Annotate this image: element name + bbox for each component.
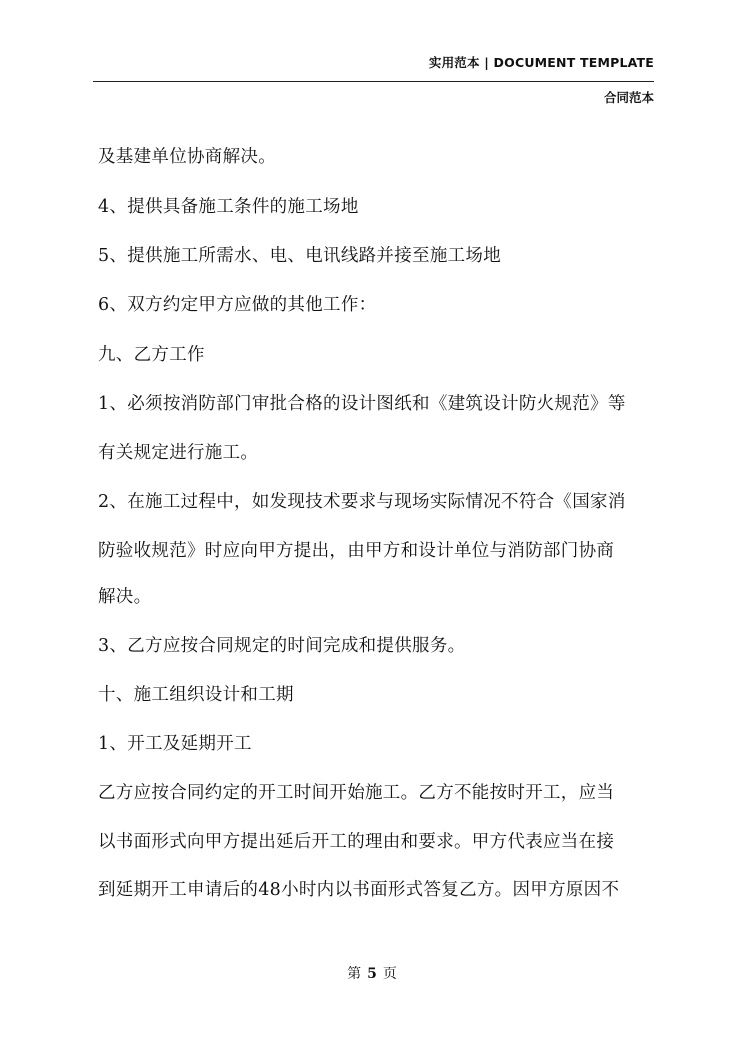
header-subtitle: 合同范本: [603, 90, 654, 105]
body-line: 1、开工及延期开工: [98, 734, 252, 754]
page-label-suffix: 页: [382, 966, 397, 982]
body-line: 有关规定进行施工。: [98, 443, 259, 463]
body-line: 以书面形式向甲方提出延后开工的理由和要求。甲方代表应当在接: [98, 832, 615, 852]
body-line: 到延期开工申请后的48小时内以书面形式答复乙方。因甲方原因不: [98, 880, 620, 900]
header-divider: [93, 81, 654, 82]
body-line: 解决。: [98, 587, 152, 607]
body-line: 6、双方约定甲方应做的其他工作：: [98, 295, 377, 315]
body-line: 4、提供具备施工条件的施工场地: [98, 197, 359, 217]
section-heading: 十、施工组织设计和工期: [98, 685, 294, 705]
header-title: 实用范本 | DOCUMENT TEMPLATE: [428, 55, 654, 70]
body-line: 5、提供施工所需水、电、电讯线路并接至施工场地: [98, 246, 502, 266]
body-line: 3、乙方应按合同规定的时间完成和提供服务。: [98, 636, 466, 656]
body-line: 防验收规范》时应向甲方提出，由甲方和设计单位与消防部门协商: [98, 541, 615, 561]
page-footer: [0, 963, 744, 983]
body-line: 乙方应按合同约定的开工时间开始施工。乙方不能按时开工，应当: [98, 783, 615, 803]
page-label-prefix: 第: [347, 966, 362, 982]
body-line: 1、必须按消防部门审批合格的设计图纸和《建筑设计防火规范》等: [98, 394, 626, 414]
page-number: 5: [367, 966, 377, 982]
body-line: 及基建单位协商解决。: [98, 147, 276, 167]
body-line: 2、在施工过程中，如发现技术要求与现场实际情况不符合《国家消: [98, 492, 626, 512]
section-heading: 九、乙方工作: [98, 345, 205, 365]
